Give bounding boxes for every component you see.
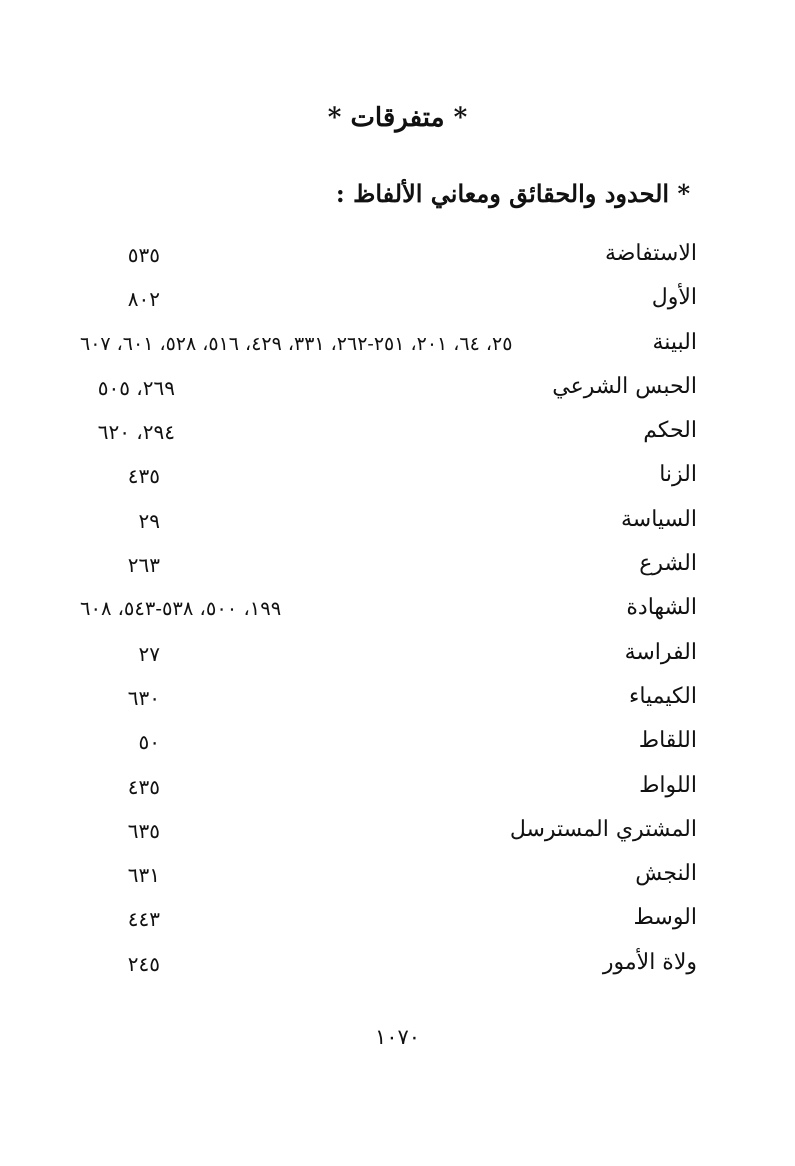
page-title: * متفرقات * <box>327 103 468 133</box>
index-entry <box>80 276 697 320</box>
index-entry <box>80 852 697 896</box>
page-references: ١٩٩، ٥٠٠، ٥٣٨-٥٤٣، ٦٠٨ <box>80 597 282 621</box>
index-entry <box>80 719 697 763</box>
index-term: الكيمياء <box>628 683 697 709</box>
index-term: اللواط <box>639 772 697 798</box>
index-term: الفراسة <box>624 639 697 665</box>
index-term: ولاة الأمور <box>602 949 697 975</box>
index-term: الزنا <box>659 462 697 488</box>
page-references: ٢٦٣ <box>127 553 160 578</box>
index-entry <box>80 409 697 453</box>
page-references: ٨٠٢ <box>127 287 160 312</box>
index-entry <box>80 896 697 940</box>
page-references: ٦٣١ <box>127 863 160 888</box>
page-references: ٢٥، ٦٤، ٢٠١، ٢٥١-٢٦٢، ٣٣١، ٤٢٩، ٥١٦، ٥٢٨، ٦٠١، ٦٠٧ <box>80 332 513 355</box>
page-references: ٦٣٠ <box>127 685 160 710</box>
page-references: ٢٦٩، ٥٠٥ <box>97 375 175 400</box>
page-number: ١٠٧٠ <box>374 1025 421 1049</box>
index-entry <box>80 675 697 719</box>
index-term: المشتري المسترسل <box>509 816 697 842</box>
index-term: الشهادة <box>626 595 697 621</box>
index-term: السياسة <box>620 506 697 532</box>
page-references: ٥٠ <box>138 730 160 755</box>
page-references: ٢٩ <box>138 508 160 533</box>
page-references: ٢٤٥ <box>127 951 160 976</box>
index-entry <box>80 808 697 852</box>
index-entry <box>80 586 697 630</box>
index-term: الشرع <box>639 551 697 577</box>
index-entries <box>80 232 697 985</box>
index-term: الحكم <box>643 418 697 444</box>
index-entry <box>80 365 697 409</box>
index-entry <box>80 321 697 365</box>
index-term: الحبس الشرعي <box>552 373 697 399</box>
index-term: الاستفاضة <box>604 241 697 266</box>
index-entry <box>80 542 697 586</box>
index-term: اللقاط <box>638 728 697 754</box>
index-term: الأول <box>651 285 697 311</box>
page-references: ٤٣٥ <box>127 774 160 799</box>
page-references: ٤٤٣ <box>127 907 160 932</box>
index-term: الوسط <box>633 905 697 931</box>
section-heading: * الحدود والحقائق ومعاني الألفاظ : <box>335 179 690 208</box>
index-term: البينة <box>652 329 697 355</box>
page-references: ٢٧ <box>138 641 160 666</box>
index-term: النجش <box>635 861 697 887</box>
page-references: ٥٣٥ <box>127 243 160 267</box>
index-entry <box>80 941 697 985</box>
index-entry <box>80 498 697 542</box>
page-references: ٢٩٤، ٦٢٠ <box>97 420 175 445</box>
index-entry <box>80 453 697 497</box>
index-entry <box>80 232 697 276</box>
page-references: ٤٣٥ <box>127 464 160 489</box>
page-references: ٦٣٥ <box>127 818 160 843</box>
index-entry <box>80 631 697 675</box>
index-entry <box>80 764 697 808</box>
